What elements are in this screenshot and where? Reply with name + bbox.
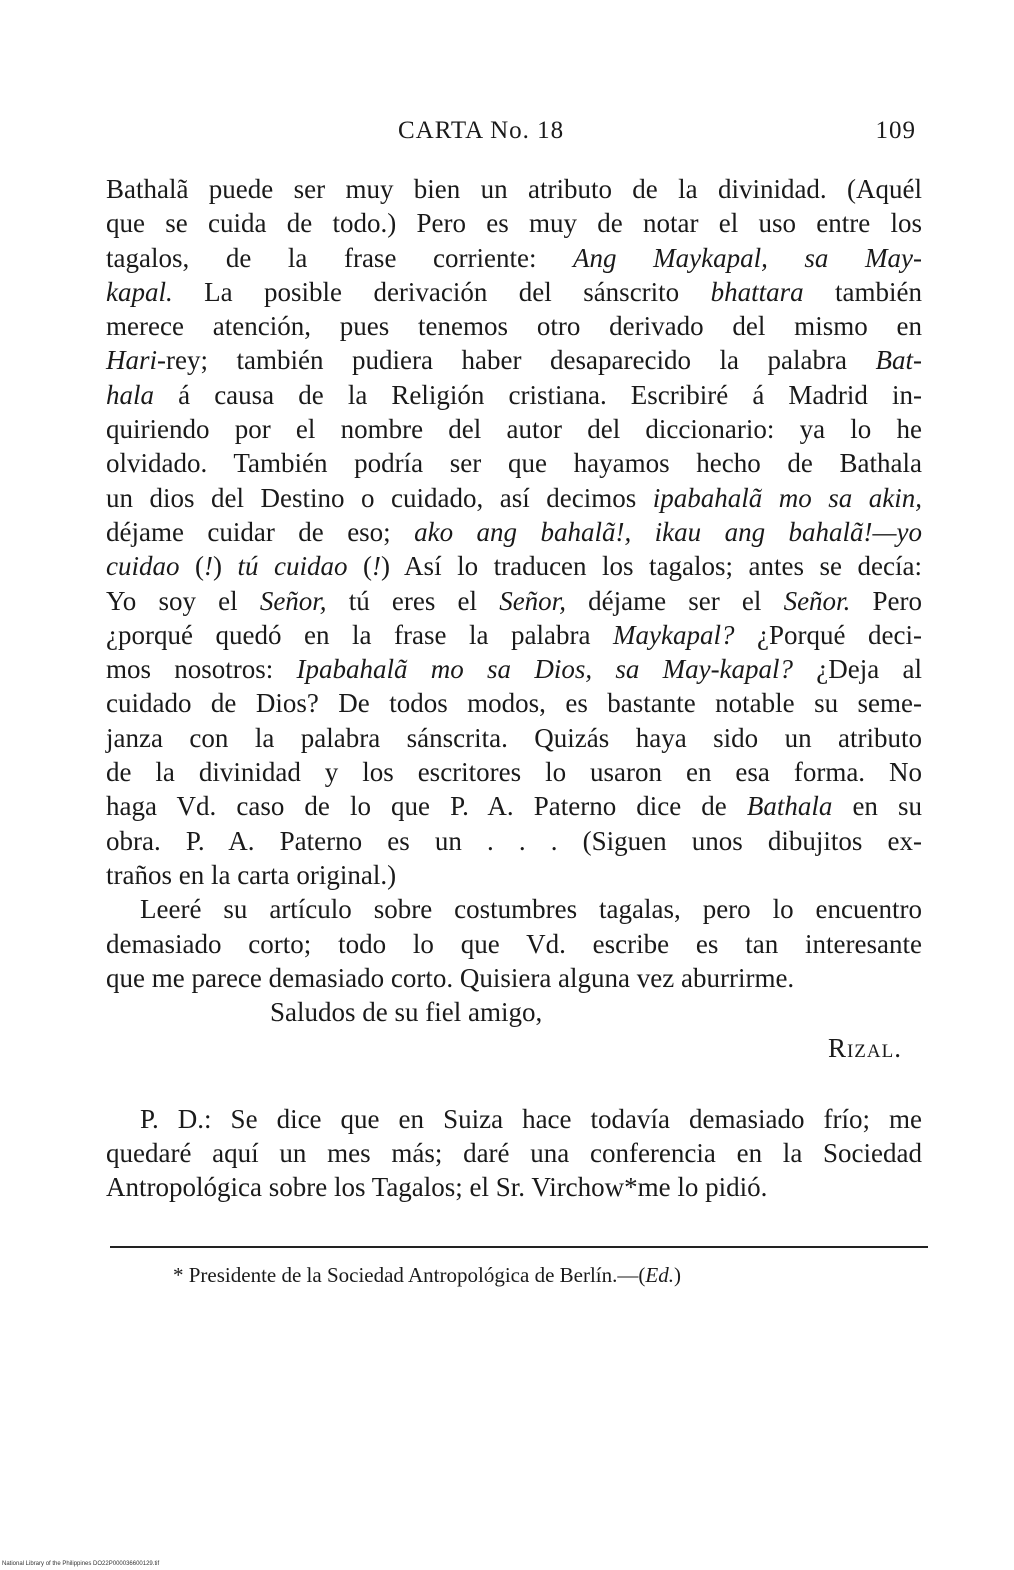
page-number: 109 (875, 117, 916, 144)
letter-body (106, 172, 922, 1205)
closing-salutation: Saludos de su fiel amigo, (270, 997, 543, 1028)
italic-text: Bathala (746, 791, 833, 822)
text-line: tagalos, de la frase corriente: Ang Maykapal, sa May- (106, 242, 922, 273)
text-line: hala á causa de la Religión cristiana. Escribiré á Madrid in- (106, 379, 922, 410)
text-line: cuidao (!) tú cuidao (!) Así lo traducen los tagalos; antes se decía: (106, 551, 922, 582)
text-line: traños en la carta original.) (106, 859, 397, 890)
text-line: Hari-rey; también pudiera haber desaparecido la palabra Bat- (106, 345, 922, 376)
text-line: ¿porqué quedó en la frase la palabra Maykapal? ¿Porqué deci- (106, 619, 922, 650)
text-line: que se cuida de todo.) Pero es muy de notar el uso entre los (106, 208, 922, 239)
text-line: Bathalã puede ser muy bien un atributo de la divinidad. (Aquél (106, 174, 922, 204)
running-header (106, 117, 916, 151)
text-line: quedaré aquí un mes más; daré una conferencia en la Sociedad (106, 1138, 922, 1169)
italic-text: Señor, (259, 585, 327, 616)
postscript (106, 1102, 922, 1205)
footnote: * Presidente de la Sociedad Antropológica de Berlín.—(Ed.) (173, 1263, 681, 1287)
italic-text: Bat- (875, 345, 922, 376)
text-line: demasiado corto; todo lo que Vd. escribe es tan interesante (106, 928, 922, 959)
text-line: olvidado. También podría ser que hayamos hecho de Bathala (106, 448, 922, 479)
italic-text: tú cuidao (237, 551, 348, 582)
text-line: P. D.: Se dice que en Suiza hace todavía demasiado frío; me (140, 1103, 922, 1134)
italic-text: ! (204, 551, 214, 582)
text-line: que me parece demasiado corto. Quisiera alguna vez aburrirme. (106, 962, 795, 993)
footnote-divider (110, 1246, 928, 1248)
italic-text: kapal. (106, 276, 173, 307)
text-line: obra. P. A. Paterno es un . . . (Siguen unos dibujitos ex- (106, 825, 922, 856)
text-line: Leeré su artículo sobre costumbres tagalas, pero lo encuentro (140, 894, 922, 925)
chapter-title: CARTA No. 18 (398, 117, 565, 144)
signature: Rizal. (827, 1033, 902, 1064)
italic-text: Ipabahalã mo sa Dios, sa May-kapal? (296, 654, 794, 685)
italic-text: hala (106, 379, 155, 410)
paragraph-main (106, 172, 922, 892)
text-line: Antropológica sobre los Tagalos; el Sr. Virchow*me lo pidió. (106, 1172, 768, 1203)
italic-text: Maykapal? (613, 619, 735, 650)
text-line: déjame cuidar de eso; ako ang bahalã!, ikau ang bahalã!—yo (106, 516, 922, 547)
italic-text: Ed. (645, 1263, 674, 1287)
italic-text: ! (372, 551, 382, 582)
italic-text: ako ang bahalã!, ikau ang bahalã!—yo (414, 516, 922, 547)
italic-text: Ang Maykapal, sa May- (573, 242, 922, 273)
text-line: janza con la palabra sánscrita. Quizás haya sido un atributo (106, 722, 922, 753)
text-line: un dios del Destino o cuidado, así decimos ipabahalã mo sa akin, (106, 482, 922, 513)
text-line: cuidado de Dios? De todos modos, es bastante notable su seme- (106, 688, 922, 719)
text-line: merece atención, pues tenemos otro derivado del mismo en (106, 311, 922, 342)
italic-text: Señor, (499, 585, 566, 616)
paragraph-articulo (106, 892, 922, 995)
italic-text: ipabahalã mo sa akin, (652, 482, 922, 513)
scan-attribution: National Library of the Philippines DO22P000036600129.tif (2, 1561, 160, 1567)
text-line: Yo soy el Señor, tú eres el Señor, déjame ser el Señor. Pero (106, 585, 922, 616)
text-line: de la divinidad y los escritores lo usaron en esa forma. No (106, 757, 922, 788)
text-line: haga Vd. caso de lo que P. A. Paterno dice de Bathala en su (106, 791, 922, 822)
text-line: mos nosotros: Ipabahalã mo sa Dios, sa May-kapal? ¿Deja al (106, 654, 922, 685)
italic-text: Señor. (783, 585, 851, 616)
text-line: quiriendo por el nombre del autor del diccionario: ya lo he (106, 414, 922, 445)
italic-text: cuidao (106, 551, 180, 582)
italic-text: Hari (106, 345, 158, 376)
italic-text: bhattara (710, 276, 804, 307)
text-line: kapal. La posible derivación del sánscrito bhattara también (106, 276, 922, 307)
